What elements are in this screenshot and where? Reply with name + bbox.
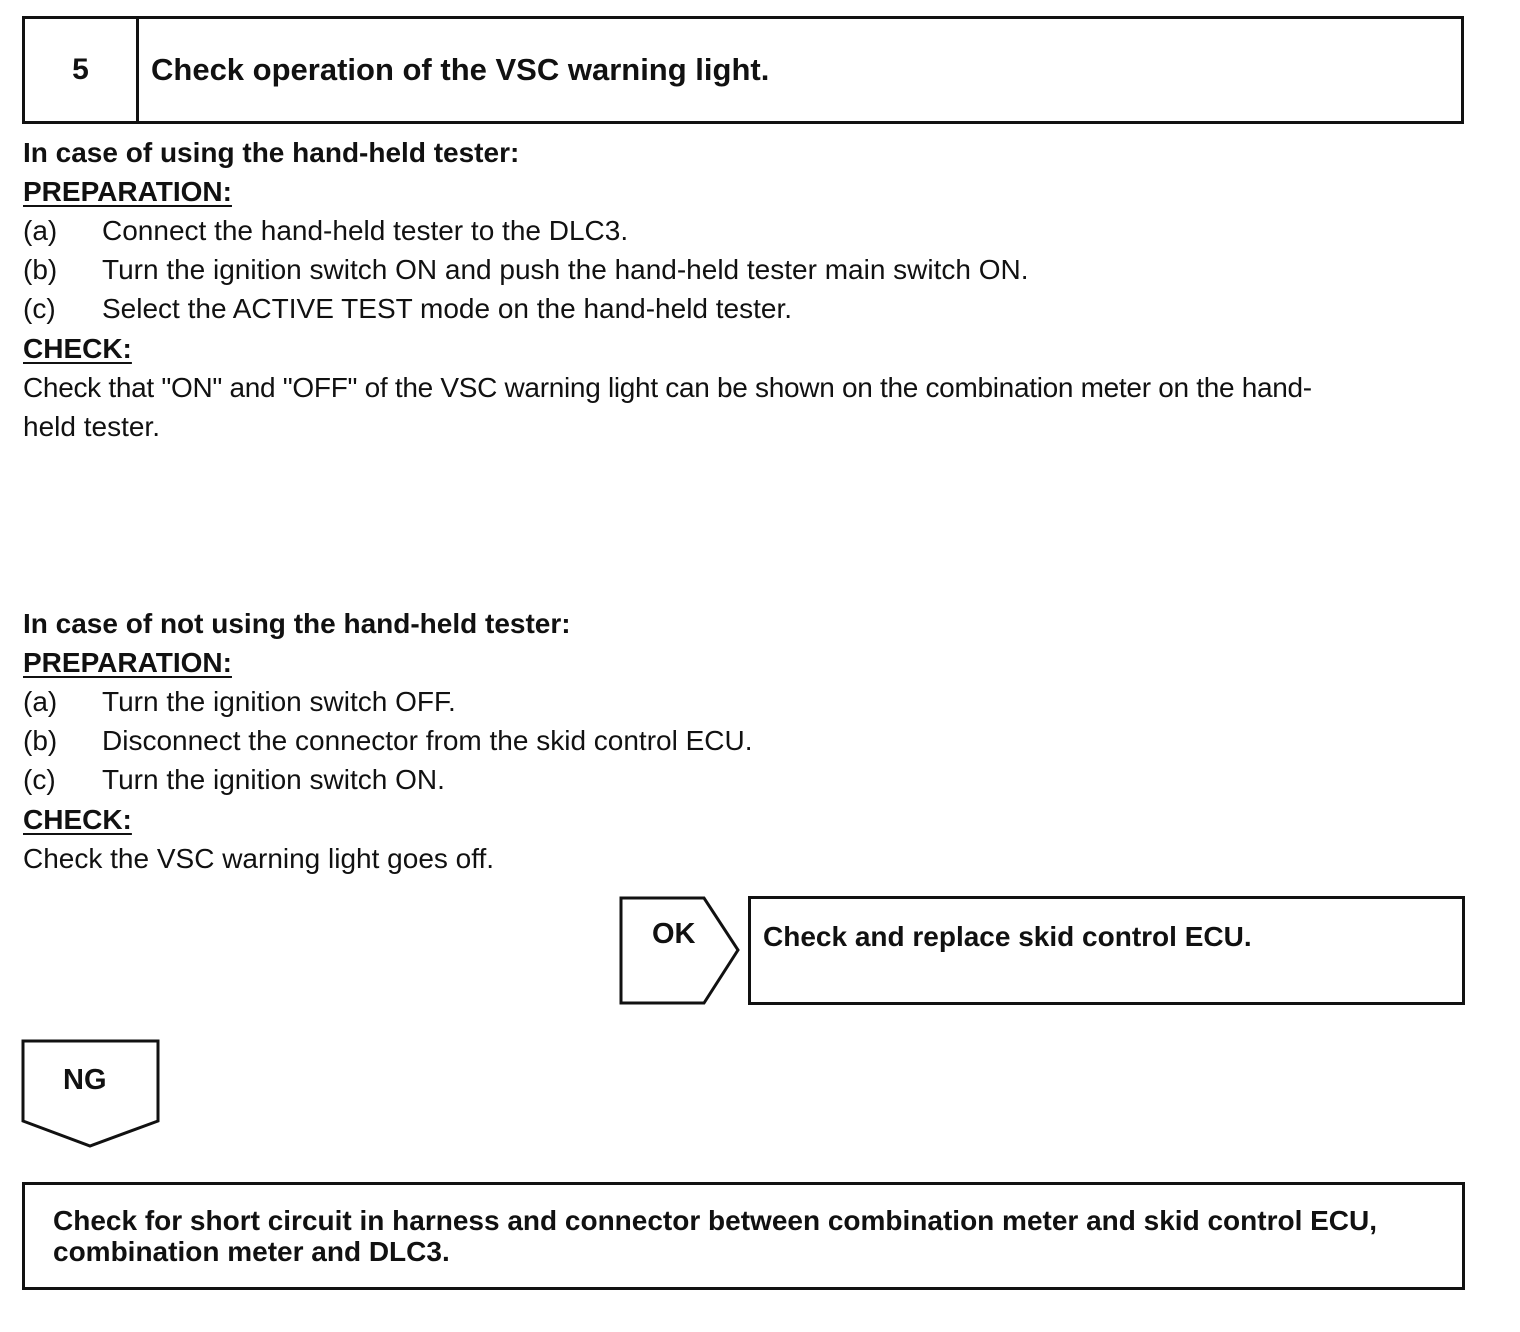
ok-arrow-shape bbox=[618, 895, 748, 1007]
tester-section-heading: In case of using the hand-held tester: bbox=[23, 137, 520, 168]
tester-check-text-line1: Check that "ON" and "OFF" of the VSC warning light can be shown on the combination meter on the hand- bbox=[23, 372, 1312, 403]
tester-check-label: CHECK: bbox=[23, 333, 132, 364]
step-number: 5 bbox=[25, 19, 139, 121]
no-tester-preparation-label: PREPARATION: bbox=[23, 647, 232, 678]
ng-label: NG bbox=[63, 1064, 107, 1096]
tester-item-a-text: Connect the hand-held tester to the DLC3. bbox=[102, 215, 629, 246]
tester-preparation-label: PREPARATION: bbox=[23, 176, 232, 207]
no-tester-check-label: CHECK: bbox=[23, 804, 132, 835]
no-tester-item-b-label: (b) bbox=[23, 725, 58, 756]
no-tester-item-b-text: Disconnect the connector from the skid control ECU. bbox=[102, 725, 753, 756]
tester-item-c-text: Select the ACTIVE TEST mode on the hand-held tester. bbox=[102, 293, 793, 324]
ok-label: OK bbox=[652, 918, 696, 950]
ok-result-box bbox=[748, 896, 1465, 1005]
tester-check-text-line2: held tester. bbox=[23, 411, 160, 442]
ok-result-text: Check and replace skid control ECU. bbox=[763, 921, 1252, 952]
no-tester-item-a-text: Turn the ignition switch OFF. bbox=[102, 686, 456, 717]
no-tester-item-c-label: (c) bbox=[23, 764, 56, 795]
ng-result-box bbox=[22, 1182, 1465, 1290]
tester-item-b-label: (b) bbox=[23, 254, 58, 285]
no-tester-item-a-label: (a) bbox=[23, 686, 58, 717]
ng-result-text: Check for short circuit in harness and connector between combination meter and skid control ECU, combination meter and DLC3. bbox=[53, 1205, 1378, 1267]
step-title: Check operation of the VSC warning light. bbox=[151, 52, 770, 87]
step-header-box bbox=[22, 16, 1464, 124]
tester-item-c-label: (c) bbox=[23, 293, 56, 324]
no-tester-check-text: Check the VSC warning light goes off. bbox=[23, 843, 495, 874]
no-tester-section-heading: In case of not using the hand-held tester: bbox=[23, 608, 571, 639]
tester-item-b-text: Turn the ignition switch ON and push the hand-held tester main switch ON. bbox=[102, 254, 1029, 285]
no-tester-item-c-text: Turn the ignition switch ON. bbox=[102, 764, 445, 795]
tester-item-a-label: (a) bbox=[23, 215, 58, 246]
